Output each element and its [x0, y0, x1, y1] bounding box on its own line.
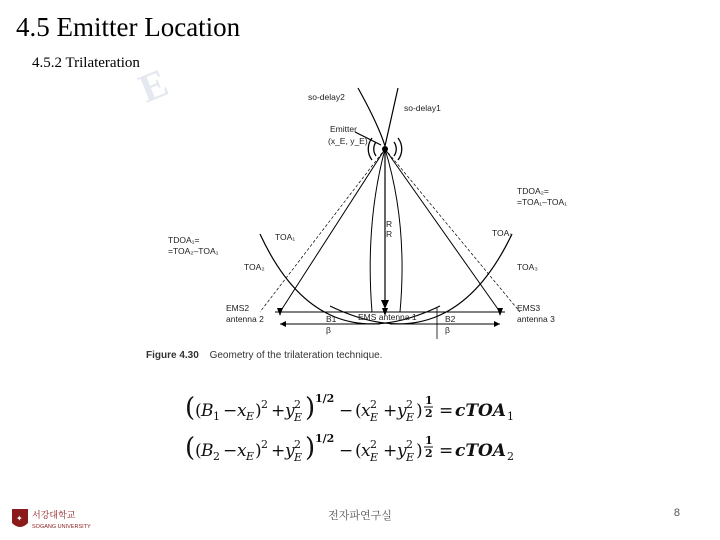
svg-text:E: E	[294, 451, 303, 464]
svg-text:2: 2	[406, 438, 413, 451]
svg-text:x: x	[361, 401, 371, 421]
svg-text:): )	[305, 433, 316, 463]
svg-text:E: E	[246, 410, 255, 423]
svg-text:(: (	[185, 393, 196, 423]
svg-text:1/2: 1/2	[315, 432, 335, 445]
svg-text:1/2: 1/2	[315, 392, 335, 405]
svg-text:2: 2	[294, 438, 301, 451]
emitter-coords-label: (x_E, y_E)	[328, 136, 368, 146]
tdoa2-label-line1: TDOA₂=	[517, 186, 549, 196]
svg-text:−: −	[223, 441, 238, 461]
svg-text:y: y	[285, 401, 295, 421]
svg-text:−: −	[339, 441, 354, 461]
path-antenna3	[385, 149, 500, 312]
ems3-label-line2: antenna 3	[517, 314, 555, 324]
svg-text:2: 2	[294, 398, 301, 411]
svg-text:(: (	[195, 441, 202, 461]
figure-caption	[146, 350, 382, 361]
svg-text:): )	[255, 441, 262, 461]
toa1-left-label: TOA₁	[275, 232, 296, 242]
footer-lab-name: 전자파연구실	[328, 509, 392, 522]
b2-label: B2	[445, 314, 456, 324]
svg-text:cTOA: cTOA	[455, 401, 506, 421]
svg-text:✦: ✦	[16, 514, 23, 523]
arc-left	[260, 234, 440, 324]
equations-block	[185, 388, 545, 466]
ems3-label-line1: EMS3	[517, 303, 541, 313]
svg-text:1: 1	[425, 394, 433, 407]
svg-text:x: x	[237, 441, 247, 461]
svg-text:2: 2	[261, 398, 268, 411]
page-number: 8	[673, 507, 680, 519]
toa2-label: TOA₂	[244, 262, 265, 272]
svg-text:E: E	[246, 450, 255, 463]
b2-sub-label: β	[445, 325, 450, 335]
svg-text:E: E	[370, 411, 379, 424]
curve-left-inner	[370, 149, 385, 312]
so-delay2-label: so-delay2	[308, 92, 345, 102]
svg-text:1: 1	[507, 410, 514, 423]
svg-text:(: (	[195, 401, 202, 421]
caption-text: Geometry of the trilateration technique.	[209, 350, 383, 361]
path-antenna2	[280, 149, 385, 312]
arc-right	[330, 234, 512, 324]
b1-sub-label: β	[326, 325, 331, 335]
svg-text:(: (	[355, 441, 362, 461]
watermark: E	[132, 59, 175, 112]
svg-text:=: =	[439, 401, 454, 421]
svg-text:2: 2	[261, 438, 268, 451]
slide-subtitle: 4.5.2 Trilateration	[32, 55, 140, 71]
ems2-label-line1: EMS2	[226, 303, 250, 313]
svg-text:2: 2	[406, 398, 413, 411]
so-delay1-curve	[385, 88, 398, 146]
svg-text:E: E	[406, 451, 415, 464]
b1-label: B1	[326, 314, 337, 324]
logo-subtext: SOGANG UNIVERSITY	[32, 524, 91, 530]
svg-text:): )	[305, 393, 316, 423]
svg-text:x: x	[361, 441, 371, 461]
svg-text:+: +	[271, 401, 286, 421]
svg-text:+: +	[383, 401, 398, 421]
so-delay1-label: so-delay1	[404, 103, 441, 113]
equation-2	[185, 432, 514, 464]
svg-text:y: y	[397, 441, 407, 461]
svg-text:2: 2	[425, 447, 433, 460]
caption-label: Figure 4.30	[146, 350, 199, 361]
svg-text:2: 2	[507, 450, 514, 463]
svg-text:y: y	[397, 401, 407, 421]
trilateration-figure	[140, 84, 600, 374]
svg-text:): )	[255, 401, 262, 421]
svg-text:1: 1	[213, 410, 220, 423]
svg-text:2: 2	[213, 450, 220, 463]
svg-text:B: B	[201, 401, 214, 421]
svg-text:): )	[416, 401, 423, 421]
tdoa1-label-line1: TDOA₁=	[168, 235, 200, 245]
svg-text:y: y	[285, 441, 295, 461]
svg-text:x: x	[237, 401, 247, 421]
svg-text:−: −	[339, 401, 354, 421]
svg-text:E: E	[406, 411, 415, 424]
ems-antenna1-label: EMS antenna 1	[358, 312, 417, 322]
svg-text:): )	[416, 441, 423, 461]
svg-text:=: =	[439, 441, 454, 461]
r2-label: R	[386, 229, 393, 239]
slide-title: 4.5 Emitter Location	[16, 12, 241, 42]
svg-text:+: +	[271, 441, 286, 461]
svg-text:+: +	[383, 441, 398, 461]
svg-text:1: 1	[425, 434, 433, 447]
trilateration-diagram	[140, 84, 600, 374]
svg-text:−: −	[223, 401, 238, 421]
r1-label: R	[386, 219, 393, 229]
svg-text:2: 2	[370, 398, 377, 411]
ems2-label-line2: antenna 2	[226, 314, 264, 324]
svg-text:B: B	[201, 441, 214, 461]
logo-text: 서강대학교	[32, 511, 76, 521]
r-arrowhead	[381, 300, 389, 309]
svg-text:(: (	[185, 433, 196, 463]
svg-text:E: E	[370, 451, 379, 464]
svg-text:2: 2	[425, 407, 433, 420]
svg-text:2: 2	[370, 438, 377, 451]
svg-text:cTOA: cTOA	[455, 441, 506, 461]
tdoa1-label-line2: =TOA₂–TOA₁	[168, 246, 219, 256]
equation-1	[185, 392, 514, 424]
emitter-label: Emitter	[330, 124, 357, 134]
dashed-left	[260, 149, 385, 312]
toa1-right-label: TOA₁	[492, 228, 513, 238]
tdoa2-label-line2: =TOA₁–TOA₁	[517, 197, 568, 207]
svg-text:(: (	[355, 401, 362, 421]
svg-text:E: E	[294, 411, 303, 424]
toa3-label: TOA₃	[517, 262, 538, 272]
